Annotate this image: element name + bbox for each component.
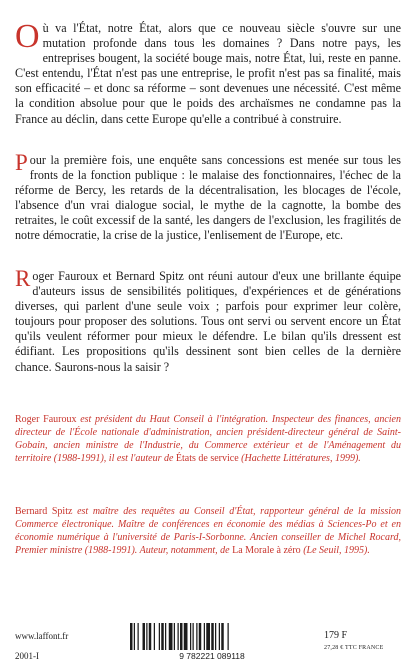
survey-paragraph bbox=[15, 150, 401, 244]
bio-spitz-text: est maître des requêtes au Conseil d'État, rapporteur général de la mission Commerce électronique. Maître de conférences en économie des médias à Sciences-Po et en économie numérique à l'université de Paris-I-Sorbonne. Ancien conseiller de Michel Rocard, Premier ministre (1988-1991). Auteur, notamment, de bbox=[15, 506, 401, 557]
drop-cap-o: O bbox=[15, 18, 40, 55]
bio-spitz bbox=[15, 505, 401, 557]
price: 179 F bbox=[324, 630, 348, 641]
bio-spitz-work: La Morale à zéro bbox=[232, 545, 301, 557]
bio-fauroux bbox=[15, 413, 401, 465]
drop-cap-r: R bbox=[15, 266, 31, 291]
price-euro: 27,28 € TTC FRANCE bbox=[324, 645, 384, 651]
intro-text: ù va l'État, notre État, alors que ce nouveau siècle s'ouvre sur une mutation profonde dans tous les domaines ? Dans notre pays, les entreprises bougent, la société bouge mais, notre État, lui, reste en panne. C'est entendu, l'État n'est pas une entreprise, le profit n'est pas sa finalité, mais son efficacité – et donc sa réforme – sont devenues une nécessité. C'est même la condition absolue pour que le poids des archaïsmes ne condamne pas la France au déclin, dans cette Europe qu'elle a contribué à construire. bbox=[15, 21, 401, 126]
bio-fauroux-publisher: (Hachette Littératures, 1999). bbox=[238, 453, 361, 465]
barcode-number: 9 782221 089118 bbox=[179, 651, 245, 661]
publisher-website: www.laffont.fr bbox=[15, 631, 69, 641]
intro-paragraph bbox=[15, 18, 401, 127]
bio-spitz-name: Bernard Spitz bbox=[15, 506, 73, 517]
bio-fauroux-name: Roger Fauroux bbox=[15, 414, 77, 425]
authors-text: oger Fauroux et Bernard Spitz ont réuni autour d'eux une brillante équipe d'auteurs issus de sensibilités politiques, d'expériences et de générations diverses, qui parlent d'une seule voix ; parfois pour exprimer leur colère, toujours pour proposer des solutions. Tous ont servi ou servent encore un État qu'ils veulent réformer pour mieux le défendre. Le bilan qu'ils dressent est édifiant. Les propositions qu'ils dessinent sont bien celles de la dernière chance. Saurons-nous la saisir ? bbox=[15, 269, 401, 374]
survey-text: our la première fois, une enquête sans concessions est menée sur tous les fronts de la fonction publique : le malaise des fonctionnaires, l'échec de la réforme de Bercy, les retards de la décentralisation, les blocages de l'école, l'absence d'un vrai dialogue social, le mythe de la cagnotte, la bombe des retraites, le coût excessif de la santé, les dangers de l'exclusion, les fragilités de notre démocratie, la crise de la justice, l'enlisement de l'Europe, etc. bbox=[15, 153, 401, 243]
barcode-icon bbox=[122, 623, 302, 661]
bio-fauroux-work: États de service bbox=[175, 453, 239, 465]
edition-code: 2001-I bbox=[15, 651, 39, 661]
bio-spitz-publisher: (Le Seuil, 1995). bbox=[300, 545, 370, 557]
drop-cap-p: P bbox=[15, 150, 28, 175]
bio-fauroux-text: est président du Haut Conseil à l'intégration. Inspecteur des finances, ancien directeur de l'École nationale d'administration, ancien président-directeur général de Saint-Gobain, ancien ministre de l'Industrie, du Commerce extérieur et de l'Aménagement du territoire (1988-1991), il est l'auteur de bbox=[15, 414, 401, 465]
authors-paragraph bbox=[15, 266, 401, 375]
